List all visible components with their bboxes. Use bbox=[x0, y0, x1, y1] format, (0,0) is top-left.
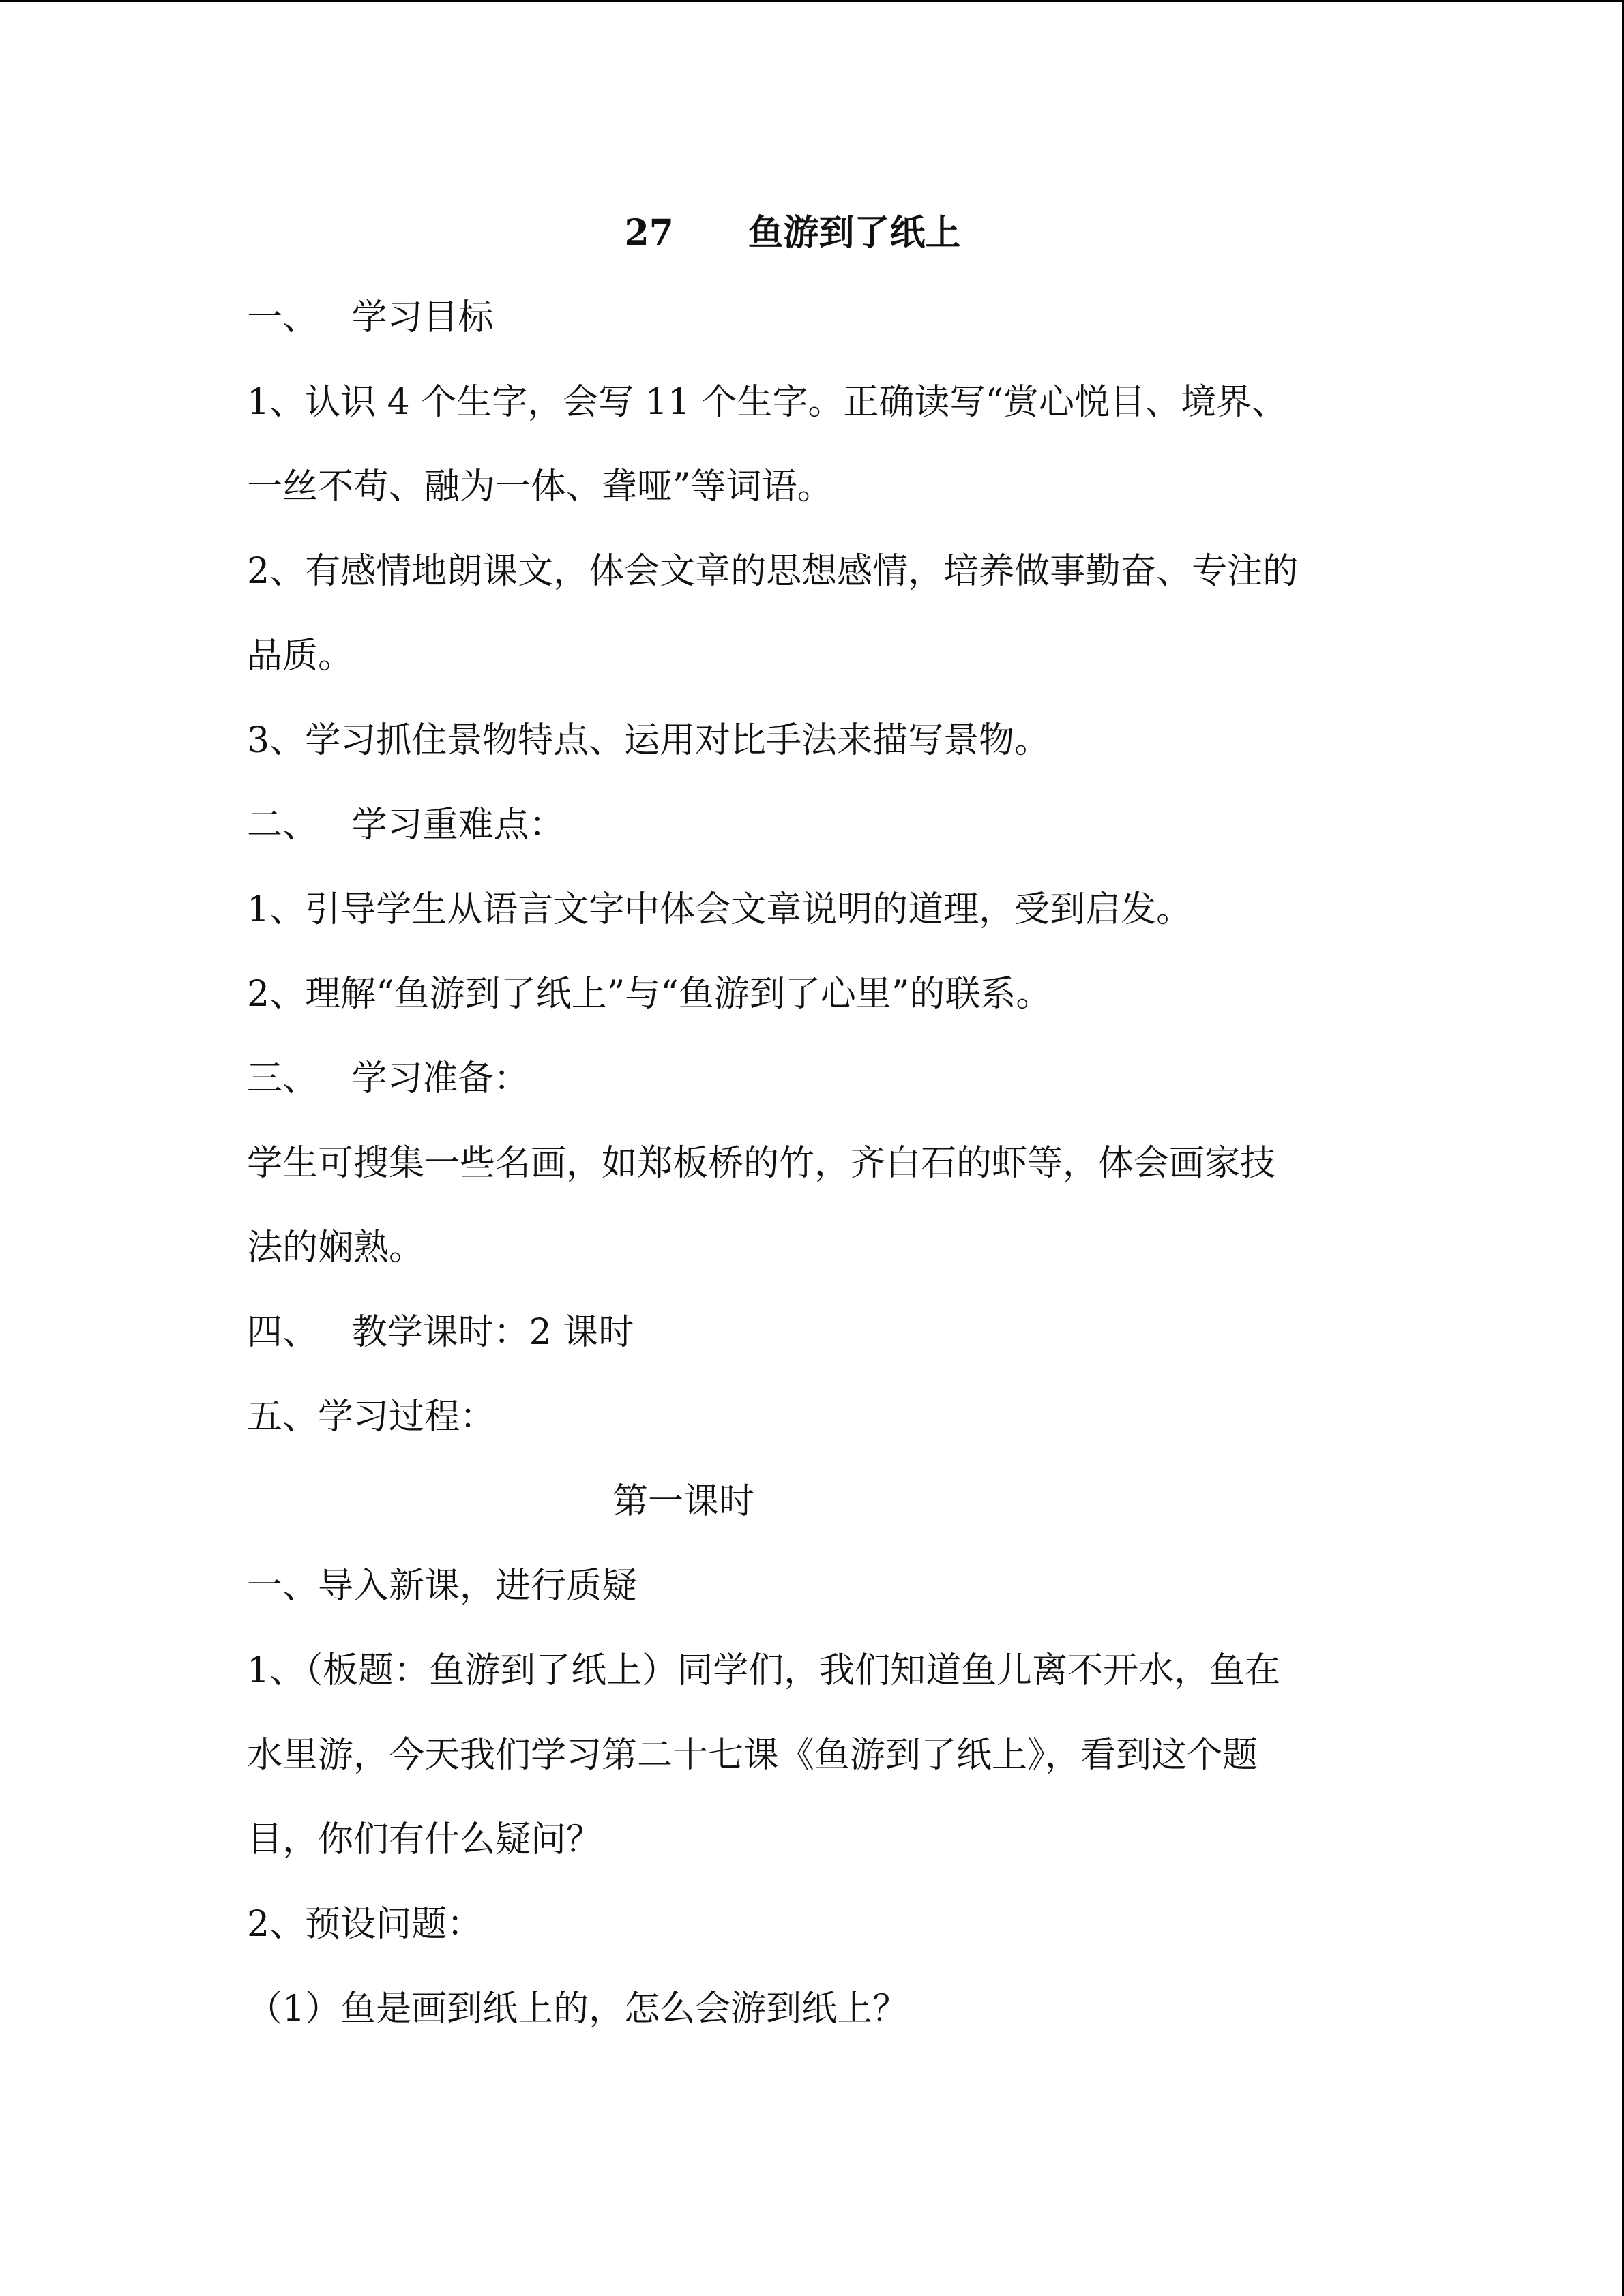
paragraph-line: 1、认识 4 个生字，会写 11 个生字。正确读写“赏心悦目、境界、 bbox=[247, 382, 1288, 423]
paragraph-line: 品质。 bbox=[247, 636, 354, 676]
paragraph-line: 水里游，今天我们学习第二十七课《鱼游到了纸上》，看到这个题 bbox=[247, 1735, 1258, 1776]
paragraph-line: 3、学习抓住景物特点、运用对比手法来描写景物。 bbox=[247, 720, 1050, 761]
paragraph-line: 2、预设问题： bbox=[247, 1904, 483, 1945]
paragraph-line: 1、（板题：鱼游到了纸上）同学们，我们知道鱼儿离不开水，鱼在 bbox=[247, 1650, 1281, 1691]
paragraph-line: 法的娴熟。 bbox=[247, 1227, 425, 1268]
section-heading-class-hours: 四、 教学课时：2 课时 bbox=[247, 1312, 634, 1353]
paragraph-line: 2、理解“鱼游到了纸上”与“鱼游到了心里”的联系。 bbox=[247, 974, 1052, 1015]
document-body bbox=[247, 191, 1406, 2051]
paragraph-line: 学生可搜集一些名画，如郑板桥的竹，齐白石的虾等，体会画家技 bbox=[247, 1143, 1276, 1184]
paragraph-line: 目，你们有什么疑问？ bbox=[247, 1819, 602, 1860]
document-title: 27 鱼游到了纸上 bbox=[624, 212, 961, 254]
paragraph-line: 一丝不苟、融为一体、聋哑”等词语。 bbox=[247, 466, 833, 507]
section-heading-process: 五、学习过程： bbox=[247, 1397, 496, 1437]
paragraph-line: 1、引导学生从语言文字中体会文章说明的道理，受到启发。 bbox=[247, 889, 1192, 930]
subheading-first-lesson: 第一课时 bbox=[612, 1481, 754, 1522]
section-heading-intro: 一、导入新课，进行质疑 bbox=[247, 1566, 638, 1607]
paragraph-line: （1）鱼是画到纸上的，怎么会游到纸上？ bbox=[247, 1988, 909, 2029]
section-heading-preparation: 三、 学习准备： bbox=[247, 1058, 529, 1099]
paragraph-line: 2、有感情地朗课文，体会文章的思想感情，培养做事勤奋、专注的 bbox=[247, 551, 1299, 592]
section-heading-key-points: 二、 学习重难点： bbox=[247, 805, 565, 846]
section-heading-learning-goals: 一、 学习目标 bbox=[247, 297, 494, 338]
